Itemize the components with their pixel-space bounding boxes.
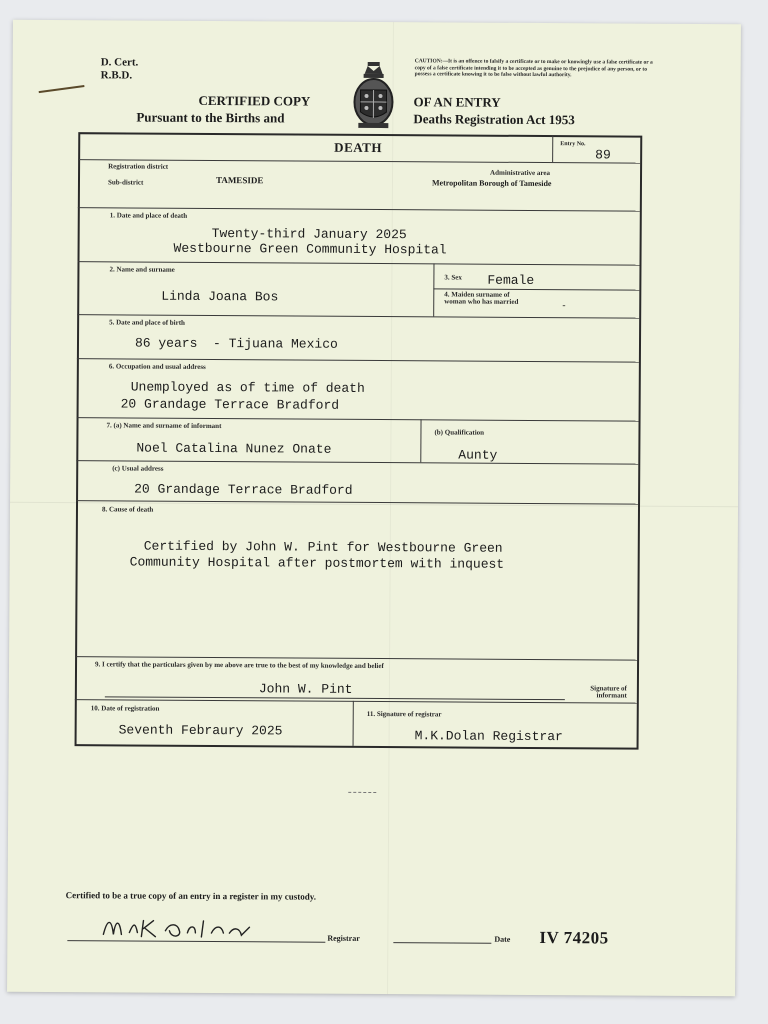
field-9-label: 9. I certify that the particulars given by me above are true to the best of my knowledge and belief xyxy=(95,660,384,671)
cert-code xyxy=(101,56,139,82)
informant-name: Noel Catalina Nunez Onate xyxy=(136,440,332,457)
field-5-label: 5. Date and place of birth xyxy=(109,318,185,327)
cause-of-death-line1: Certified by John W. Pint for Westbourne Green xyxy=(143,538,503,556)
entry-no-value: 89 xyxy=(595,147,611,163)
registrar-label: Registrar xyxy=(327,933,360,943)
divider xyxy=(552,135,553,162)
field-7c-label: (c) Usual address xyxy=(112,464,164,473)
field-7a-label: 7. (a) Name and surname of informant xyxy=(106,421,222,431)
occupation-value: Unemployed as of time of death xyxy=(130,379,365,396)
field-6-label: 6. Occupation and usual address xyxy=(108,362,206,371)
certified-true-copy-text: Certified to be a true copy of an entry in a register in my custody. xyxy=(65,890,317,902)
administrative-area-label: Administrative area xyxy=(490,168,551,178)
field-11-label: 11. Signature of registrar xyxy=(366,709,442,719)
cert-code-line1: D. Cert. xyxy=(100,56,139,69)
field-4-label: 4. Maiden surname of woman who has married xyxy=(444,290,519,306)
signature-of-informant-label: Signature of informant xyxy=(590,684,627,700)
royal-crest-icon xyxy=(348,60,398,132)
informant-signature: John W. Pint xyxy=(258,681,353,697)
date-label: Date xyxy=(494,934,511,944)
certificate-paper xyxy=(7,20,741,996)
handwritten-signature xyxy=(99,912,269,943)
usual-address-value: 20 Grandage Terrace Bradford xyxy=(120,396,340,413)
registration-district-label: Registration district xyxy=(108,162,169,171)
registration-date: Seventh Febraury 2025 xyxy=(118,722,283,739)
date-of-death: Twenty-third January 2025 xyxy=(211,226,407,243)
field-1-label: 1. Date and place of death xyxy=(109,211,188,220)
dash-mark xyxy=(348,792,376,795)
sub-district-label: Sub-district xyxy=(107,178,144,187)
informant-address: 20 Grandage Terrace Bradford xyxy=(134,481,353,498)
sub-district-value: TAMESIDE xyxy=(215,175,264,186)
field-7b-label: (b) Qualification xyxy=(434,428,485,437)
deceased-name: Linda Joana Bos xyxy=(161,288,279,305)
informant-qualification: Aunty xyxy=(458,447,498,463)
title-act: Deaths Registration Act 1953 xyxy=(413,111,575,128)
field-10-label: 10. Date of registration xyxy=(90,704,160,713)
title-pursuant: Pursuant to the Births and xyxy=(136,109,285,126)
sex-value: Female xyxy=(487,272,535,288)
field-3-label: 3. Sex xyxy=(444,273,462,282)
maiden-surname-value: - xyxy=(561,301,567,312)
cause-of-death-line2: Community Hospital after postmortem with inquest xyxy=(129,554,505,572)
form-title: DEATH xyxy=(334,139,383,156)
field-8-label: 8. Cause of death xyxy=(101,505,154,514)
registrar-signature: M.K.Dolan Registrar xyxy=(414,728,563,745)
place-of-death: Westbourne Green Community Hospital xyxy=(173,240,447,258)
title-certified-copy: CERTIFIED COPY xyxy=(198,92,311,109)
entry-no-label: Entry No. xyxy=(560,141,586,148)
age-and-birthplace: 86 years - Tijuana Mexico xyxy=(134,335,338,352)
caution-notice: CAUTION:—It is an offence to falsify a certificate or to make or knowingly use a false certificate or a copy of a false certificate intending it to be accepted as genuine to the prejudice of any person, or to possess a certificate knowing it to be false without lawful authority. xyxy=(414,58,653,79)
cert-code-line2: R.B.D. xyxy=(100,69,133,82)
administrative-area-value: Metropolitan Borough of Tameside xyxy=(431,178,552,189)
pencil-mark xyxy=(39,85,85,93)
title-of-an-entry: OF AN ENTRY xyxy=(413,94,501,110)
serial-number: IV 74205 xyxy=(539,928,609,948)
date-line xyxy=(393,942,491,944)
field-2-label: 2. Name and surname xyxy=(109,265,175,274)
